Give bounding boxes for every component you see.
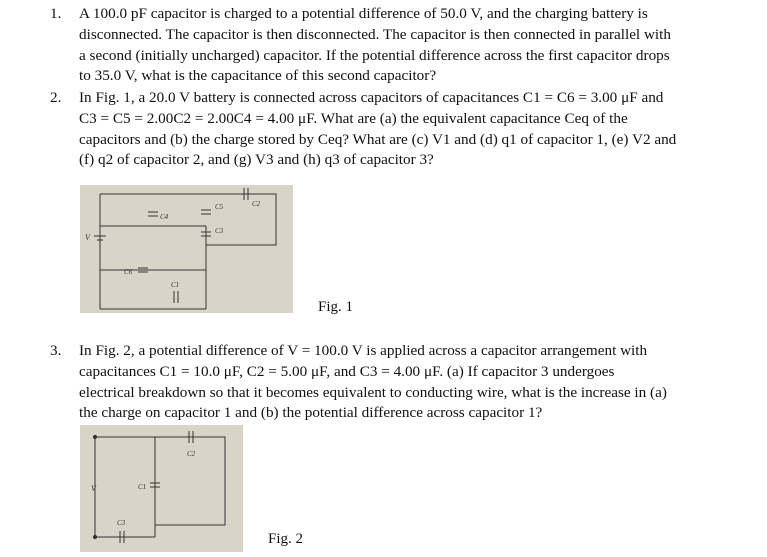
text-line: the charge on capacitor 1 and (b) the potential difference across capacitor 1? — [79, 404, 543, 422]
label-c3: C3 — [117, 519, 126, 527]
text-line: to 35.0 V, what is the capacitance of this second capacitor? — [79, 67, 437, 85]
label-c2: C2 — [252, 200, 261, 208]
problem-text — [79, 4, 749, 87]
problem-number: 2. — [50, 89, 62, 106]
label-v: V — [91, 484, 96, 493]
figure-1-circuit — [80, 185, 293, 313]
label-c3: C3 — [215, 227, 224, 235]
problem-text — [79, 341, 749, 424]
text-line: (f) q2 of capacitor 2, and (g) V3 and (h) q3 of capacitor 3? — [79, 151, 434, 169]
label-c1: C1 — [171, 281, 180, 289]
label-v: V — [85, 233, 90, 242]
problem-number: 1. — [50, 5, 62, 22]
text-line: disconnected. The capacitor is then disconnected. The capacitor is then connected in parallel with — [79, 25, 671, 43]
circuit-diagram-1 — [80, 185, 293, 313]
text-line: A 100.0 pF capacitor is charged to a potential difference of 50.0 V, and the charging battery is — [79, 5, 648, 22]
circuit-diagram-2 — [80, 425, 243, 552]
text-line: C3 = C5 = 2.00C2 = 2.00C4 = 4.00 μF. What are (a) the equivalent capacitance Ceq of the — [79, 109, 628, 127]
figure-1-caption: Fig. 1 — [318, 299, 354, 315]
label-c5: C5 — [215, 203, 224, 211]
problem-text — [79, 88, 749, 171]
label-c4: C4 — [160, 213, 169, 221]
text-line: capacitances C1 = 10.0 μF, C2 = 5.00 μF, and C3 = 4.00 μF. (a) If capacitor 3 undergoes — [79, 362, 615, 380]
figure-2-circuit — [80, 425, 243, 552]
problem-number: 3. — [50, 342, 62, 359]
label-c6: C6 — [124, 268, 133, 276]
text-line: electrical breakdown so that it becomes equivalent to conducting wire, what is the increase in (a) — [79, 383, 667, 401]
label-c1: C1 — [138, 483, 147, 491]
text-line: a second (initially uncharged) capacitor. If the potential difference across the first capacitor drops — [79, 46, 670, 64]
text-line: In Fig. 2, a potential difference of V = 100.0 V is applied across a capacitor arrangement with — [79, 342, 648, 359]
label-c2: C2 — [187, 450, 196, 458]
text-line: capacitors and (b) the charge stored by Ceq? What are (c) V1 and (d) q1 of capacitor 1, (e) V2 and — [79, 130, 677, 148]
text-line: In Fig. 1, a 20.0 V battery is connected across capacitors of capacitances C1 = C6 = 3.00 μF and — [79, 89, 664, 106]
figure-2-caption: Fig. 2 — [268, 531, 304, 547]
